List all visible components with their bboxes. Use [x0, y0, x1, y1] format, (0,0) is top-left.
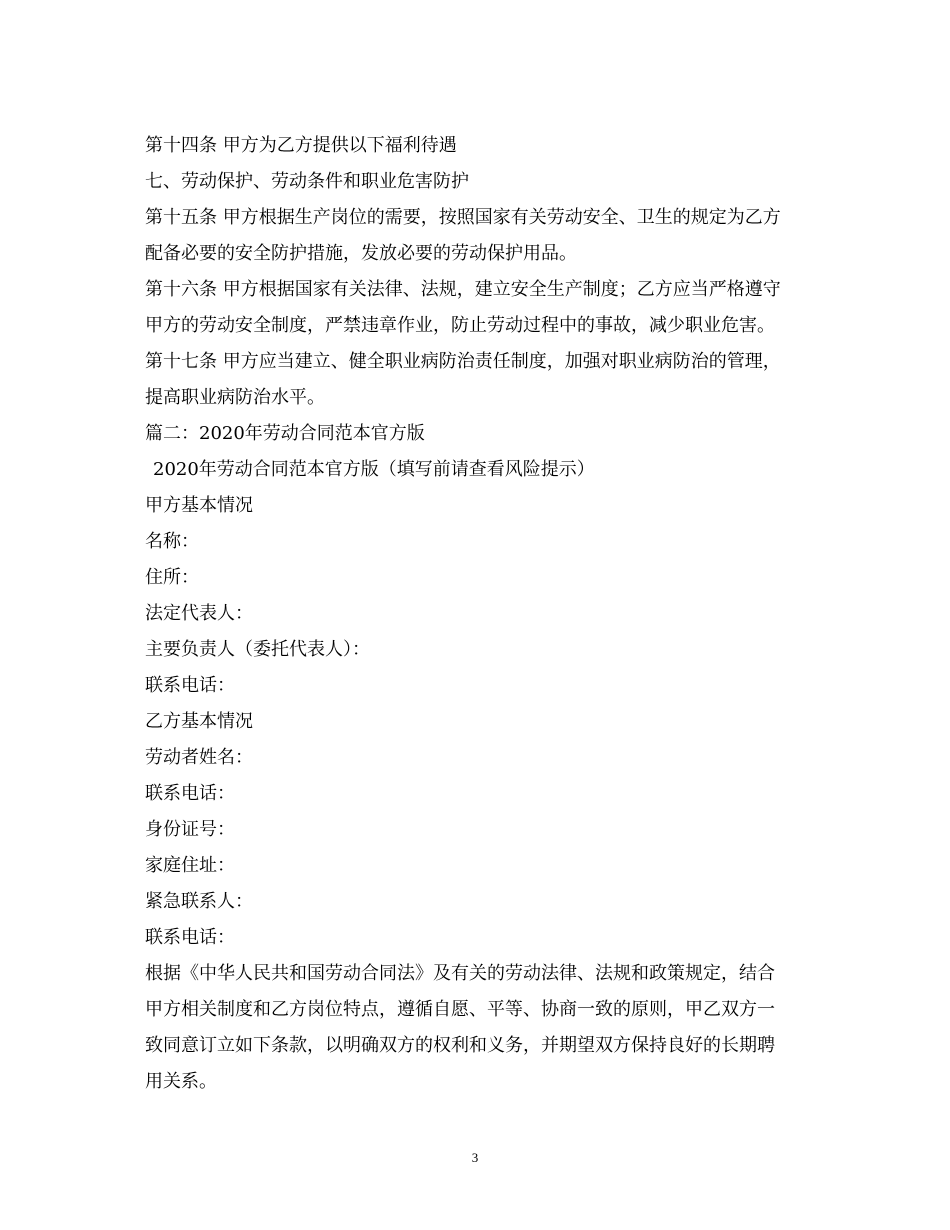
article-17-line-1: 第十七条 甲方应当建立、健全职业病防治责任制度，加强对职业病防治的管理， [145, 351, 781, 372]
party-b-heading: 乙方基本情况 [145, 711, 253, 732]
party-a-phone-field: 联系电话： [145, 675, 235, 696]
emergency-contact-field: 紧急联系人： [145, 891, 253, 912]
article-17-line-2: 提高职业病防治水平。 [145, 387, 325, 408]
article-16-line-2: 甲方的劳动安全制度，严禁违章作业，防止劳动过程中的事故，减少职业危害。 [145, 315, 775, 336]
party-b-id-field: 身份证号： [145, 819, 235, 840]
party-a-principal-field: 主要负责人（委托代表人）： [145, 639, 370, 660]
party-a-heading: 甲方基本情况 [145, 495, 253, 516]
party-b-phone-field: 联系电话： [145, 783, 235, 804]
emergency-phone-field: 联系电话： [145, 927, 235, 948]
article-16-line-1: 第十六条 甲方根据国家有关法律、法规，建立安全生产制度；乙方应当严格遵守 [145, 279, 781, 300]
document-body [145, 128, 810, 1100]
preamble-line-2: 甲方相关制度和乙方岗位特点，遵循自愿、平等、协商一致的原则，甲乙双方一 [145, 999, 775, 1020]
preamble-line-4: 用关系。 [145, 1071, 217, 1092]
part-2-heading: 篇二：2020年劳动合同范本官方版 [145, 423, 425, 444]
contract-title: 2020年劳动合同范本官方版（填写前请查看风险提示） [153, 459, 595, 480]
party-a-address-field: 住所： [145, 567, 199, 588]
article-14: 第十四条 甲方为乙方提供以下福利待遇 [145, 135, 457, 156]
preamble-line-3: 致同意订立如下条款，以明确双方的权利和义务，并期望双方保持良好的长期聘 [145, 1035, 775, 1056]
section-7-heading: 七、劳动保护、劳动条件和职业危害防护 [145, 171, 469, 192]
party-a-name-field: 名称： [145, 531, 199, 552]
preamble-line-1: 根据《中华人民共和国劳动合同法》及有关的劳动法律、法规和政策规定，结合 [145, 963, 775, 984]
party-b-name-field: 劳动者姓名： [145, 747, 253, 768]
party-b-home-address-field: 家庭住址： [145, 855, 235, 876]
article-15-line-1: 第十五条 甲方根据生产岗位的需要，按照国家有关劳动安全、卫生的规定为乙方 [145, 207, 781, 228]
page-number: 3 [471, 1150, 479, 1165]
party-a-legal-rep-field: 法定代表人： [145, 603, 253, 624]
article-15-line-2: 配备必要的安全防护措施，发放必要的劳动保护用品。 [145, 243, 577, 264]
